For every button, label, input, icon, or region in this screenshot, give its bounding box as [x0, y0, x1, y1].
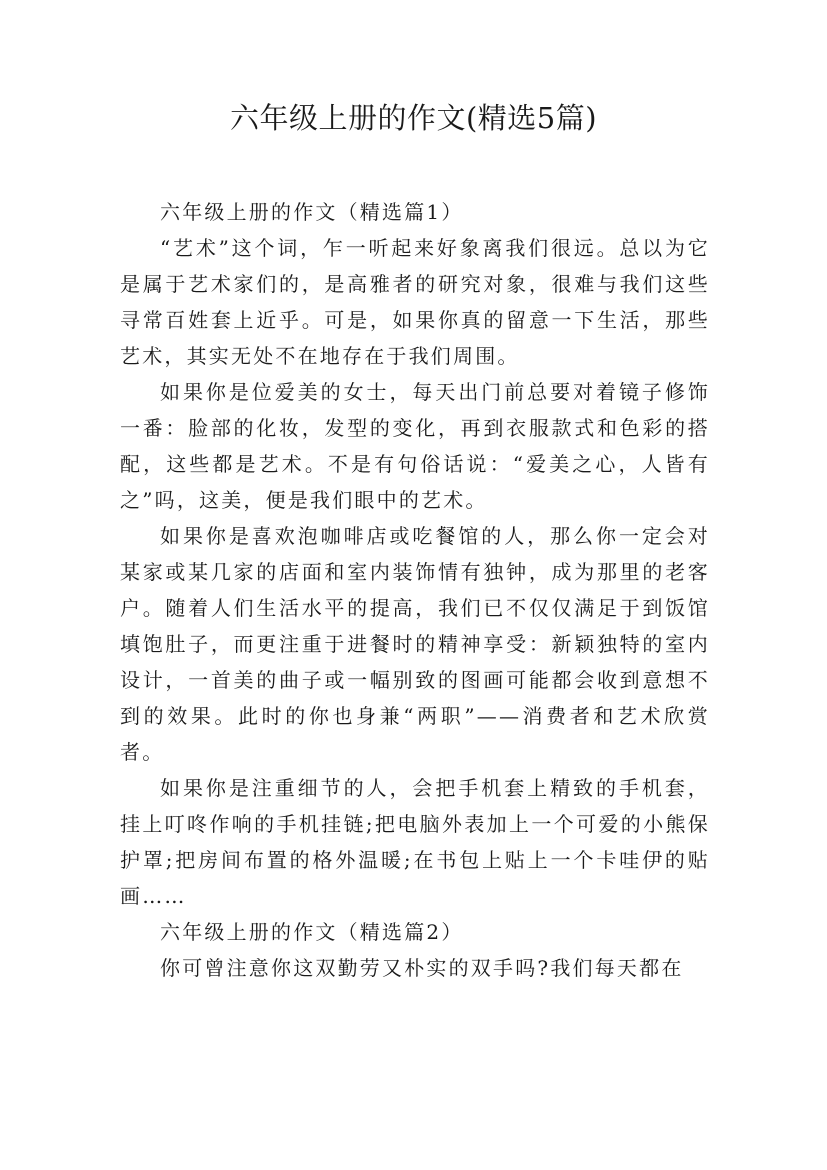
document-title: 六年级上册的作文(精选5篇): [229, 101, 598, 135]
paragraph: 如果你是位爱美的女士，每天出门前总要对着镜子修饰一番：脸部的化妆，发型的变化，再到衣服款式和色彩的搭配，这些都是艺术。不是有句俗话说：“爱美之心，人皆有之”吗，这美，便是我们眼中的艺术。: [120, 380, 710, 512]
section-heading-1: 六年级上册的作文（精选篇1）: [160, 200, 464, 224]
document-body: [120, 194, 710, 986]
paragraph: 你可曾注意你这双勤劳又朴实的双手吗?我们每天都在: [160, 956, 684, 980]
paragraph: 如果你是喜欢泡咖啡店或吃餐馆的人，那么你一定会对某家或某几家的店面和室内装饰情有独钟，成为那里的老客户。随着人们生活水平的提高，我们已不仅仅满足于到饭馆填饱肚子，而更注重于进餐时的精神享受：新颖独特的室内设计，一首美的曲子或一幅别致的图画可能都会收到意想不到的效果。此时的你也身兼“两职”——消费者和艺术欣赏者。: [120, 524, 710, 764]
paragraph: 如果你是注重细节的人，会把手机套上精致的手机套，挂上叮咚作响的手机挂链;把电脑外表加上一个可爱的小熊保护罩;把房间布置的格外温暖;在书包上贴上一个卡哇伊的贴画……: [120, 776, 710, 908]
section-heading-2: 六年级上册的作文（精选篇2）: [160, 920, 464, 944]
paragraph: “艺术”这个词，乍一听起来好象离我们很远。总以为它是属于艺术家们的，是高雅者的研究对象，很难与我们这些寻常百姓套上近乎。可是，如果你真的留意一下生活，那些艺术，其实无处不在地存在于我们周围。: [120, 236, 710, 368]
